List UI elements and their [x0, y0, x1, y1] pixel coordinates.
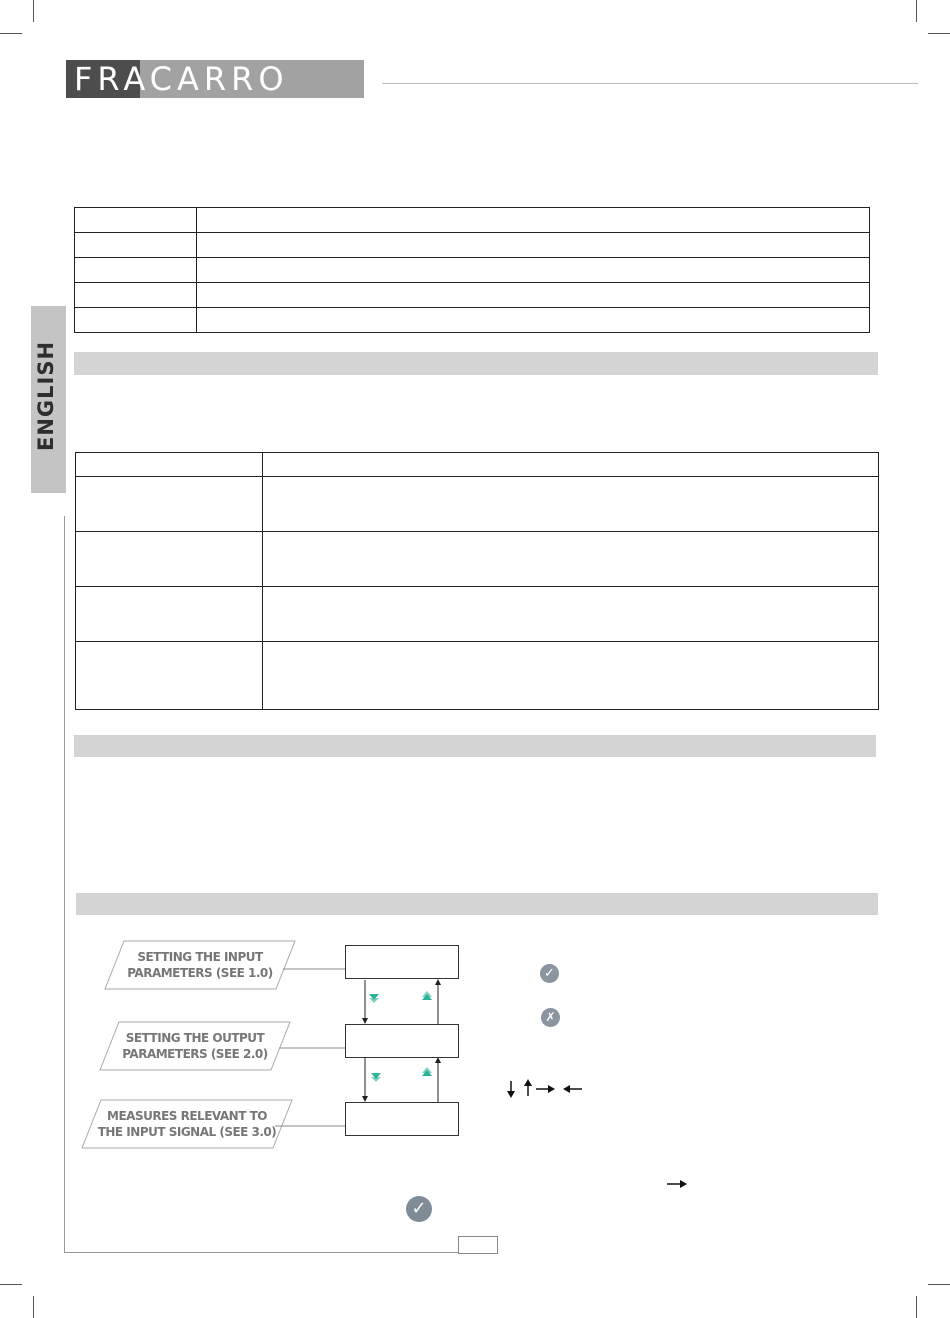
arrow-keys-legend [500, 1078, 590, 1100]
arrow-up-icon [524, 1079, 532, 1096]
arrow-down-icon [507, 1081, 515, 1098]
language-label: ENGLISH [34, 340, 58, 452]
arrow-right-icon [666, 1175, 690, 1193]
check-icon: ✓ [540, 964, 559, 983]
cross-icon: ✗ [541, 1008, 560, 1027]
flow-step-label: SETTING THE OUTPUT PARAMETERS (SEE 2.0) [122, 1031, 268, 1061]
arrow-right-icon [536, 1085, 555, 1093]
flow-display-box [345, 1102, 459, 1136]
flow-display-box [345, 1024, 459, 1058]
logo-text: FRACARRO [74, 60, 289, 98]
flow-display-box [345, 945, 459, 979]
flow-step-label: MEASURES RELEVANT TO THE INPUT SIGNAL (SEE 3.0) [97, 1109, 277, 1139]
flow-step-label: SETTING THE INPUT PARAMETERS (SEE 1.0) [127, 950, 273, 980]
check-icon: ✓ [406, 1196, 432, 1222]
arrow-left-icon [563, 1085, 582, 1093]
